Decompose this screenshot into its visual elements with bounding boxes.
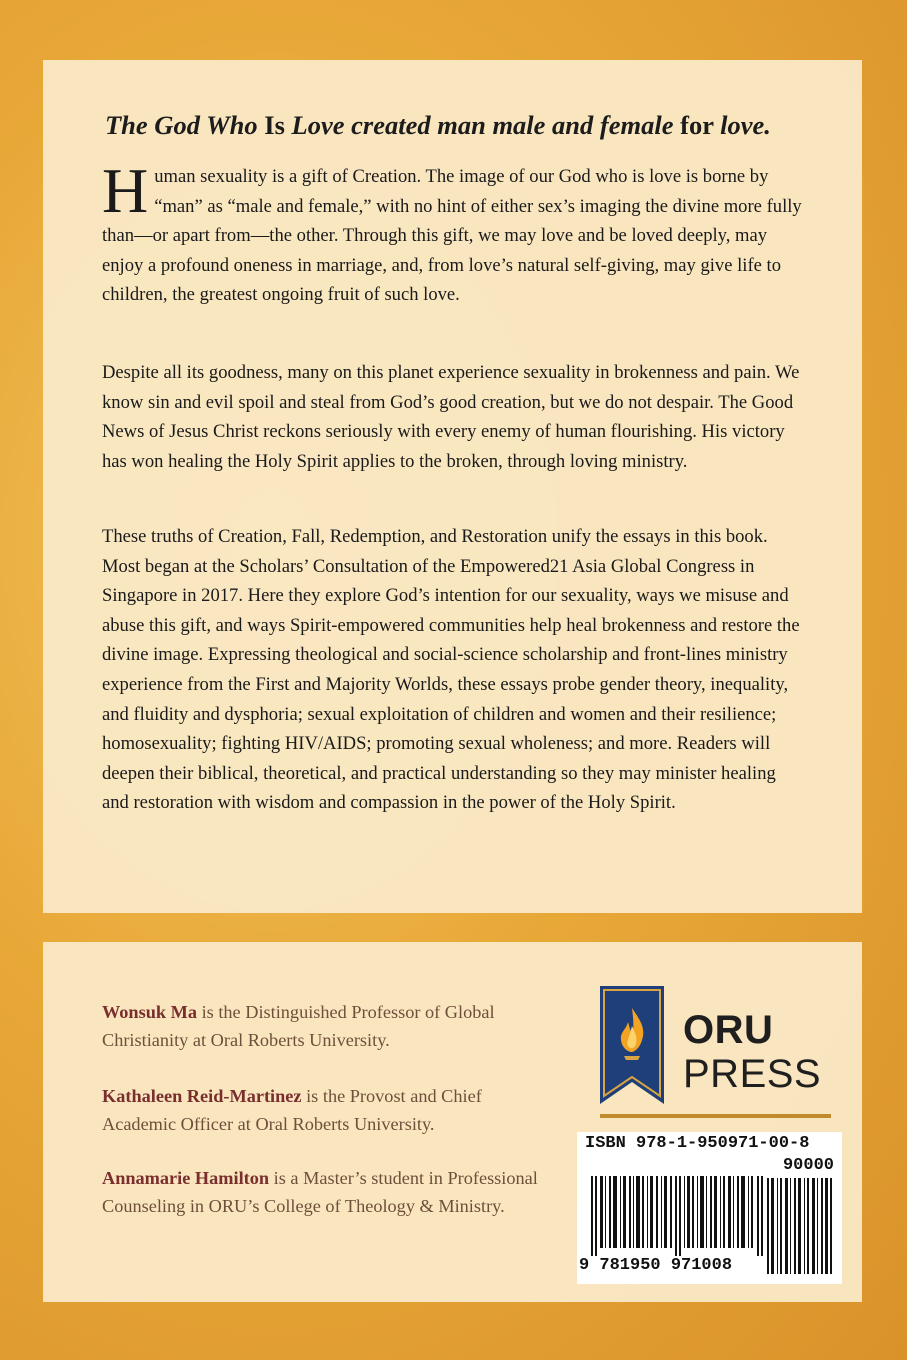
- author-bio-text: is the Provost and Chief Academic Officer at Oral Roberts University.: [102, 1086, 482, 1134]
- author-name: Kathaleen Reid-Martinez: [102, 1086, 302, 1106]
- author-bio: [102, 1164, 542, 1220]
- tagline-part-5: love.: [720, 110, 771, 140]
- flame-ribbon-icon: [600, 986, 664, 1104]
- publisher-name-line-2: PRESS: [683, 1052, 822, 1096]
- description-paragraph-3: These truths of Creation, Fall, Redemption, and Restoration unify the essays in this book. Most began at the Scholars’ Consultation of the Empowered21 Asia Global Congress in Singapore in 2017. Here they explore God’s intention for our sexuality, ways we misuse and abuse this gift, and ways Spirit-empowered communities help heal brokenness and restore the divine image. Expressing theological and social-science scholarship and front-lines ministry experience from the First and Majority Worlds, these essays probe gender theory, inequality, and fluidity and dysphoria; sexual exploitation of children and women and their resilience; homosexuality; fighting HIV/AIDS; promoting sexual wholeness; and more. Readers will deepen their biblical, theoretical, and practical understanding so they may minister healing and restoration with wisdom and compassion in the power of the Holy Spirit.: [102, 526, 800, 814]
- price-addon-bars: [767, 1178, 833, 1274]
- author-bio: [102, 998, 542, 1054]
- author-name: Annamarie Hamilton: [102, 1168, 270, 1188]
- isbn-number: ISBN 978-1-950971-00-8: [585, 1134, 810, 1153]
- tagline: [105, 110, 825, 141]
- description-paragraph-2: Despite all its goodness, many on this planet experience sexuality in brokenness and pain. We know sin and evil spoil and steal from God’s good creation, but we do not despair. The Good News of Jesus Christ reckons seriously with every enemy of human flourishing. His victory has won healing the Holy Spirit applies to the broken, through loving ministry.: [102, 362, 800, 472]
- tagline-part-3: Love created man male and female: [291, 110, 674, 140]
- description-panel: [43, 60, 862, 913]
- author-bio-text: is a Master’s student in Professional Counseling in ORU’s College of Theology & Ministry.: [102, 1168, 538, 1216]
- ean-number: 9 781950 971008: [579, 1256, 733, 1275]
- barcode: [577, 1132, 842, 1284]
- drop-cap: H: [102, 155, 149, 226]
- barcode-bars: [591, 1176, 763, 1256]
- tagline-part-4: for: [680, 110, 714, 140]
- author-bio-text: is the Distinguished Professor of Global Christianity at Oral Roberts University.: [102, 1002, 495, 1050]
- divider: [600, 1114, 831, 1118]
- price-code: 90000: [782, 1156, 834, 1175]
- publisher-name-line-1: ORU: [683, 1008, 774, 1052]
- tagline-part-2: Is: [264, 110, 285, 140]
- author-name: Wonsuk Ma: [102, 1002, 197, 1022]
- paragraph-1-text: uman sexuality is a gift of Creation. The image of our God who is love is borne by “man” as “male and female,” with no hint of either sex’s imaging the divine more fully than—or apart from—the other. Through this gift, we may love and be loved deeply, may enjoy a profound oneness in marriage, and, from love’s natural self-giving, may give life to children, the greatest ongoing fruit of such love.: [102, 166, 802, 306]
- author-bio: [102, 1082, 542, 1138]
- tagline-part-1: The God Who: [105, 110, 258, 140]
- author-panel: [43, 942, 862, 1302]
- description-paragraph-1: [102, 155, 802, 310]
